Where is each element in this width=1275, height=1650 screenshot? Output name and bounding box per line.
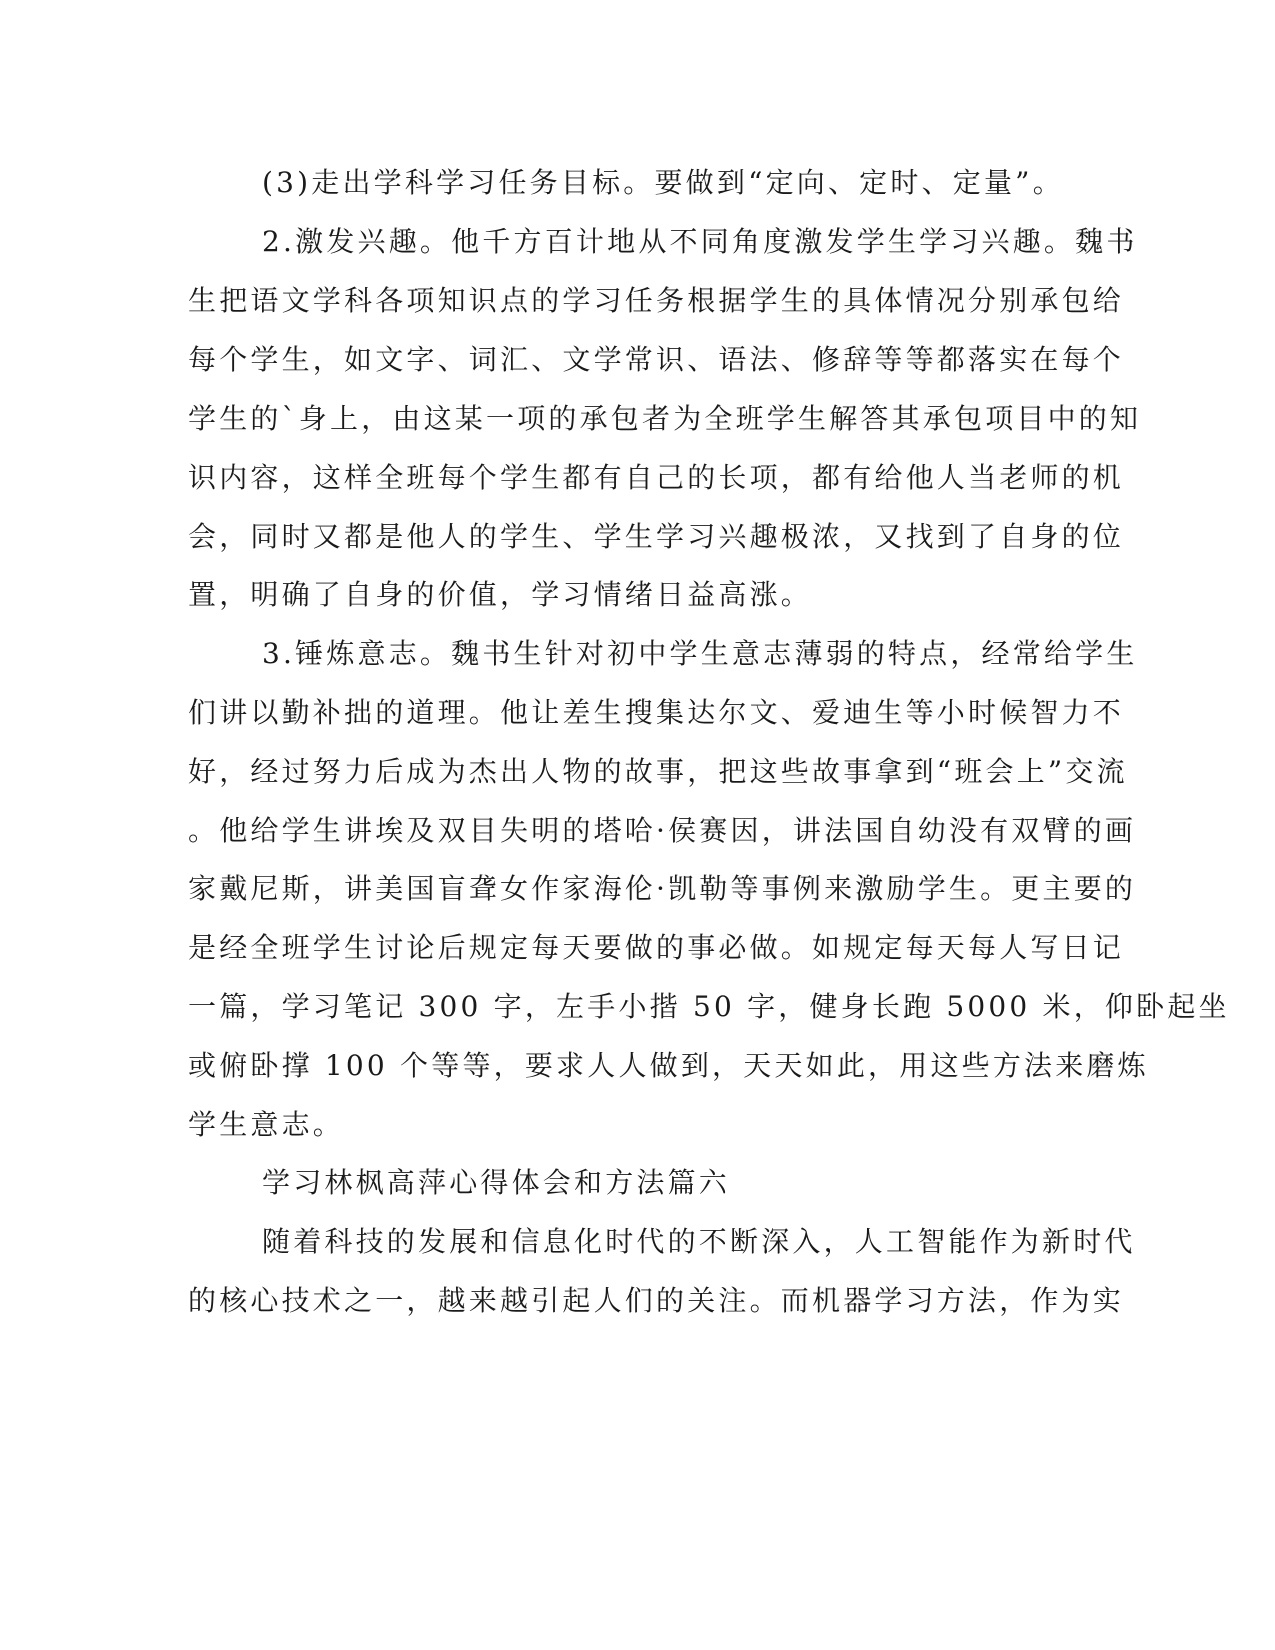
- paragraph-line: 或俯卧撑 100 个等等，要求人人做到，天天如此，用这些方法来磨炼: [188, 1049, 1149, 1082]
- paragraph-line: (3)走出学科学习任务目标。要做到“定向、定时、定量”。: [262, 166, 1064, 199]
- paragraph-line: 每个学生，如文字、词汇、文学常识、语法、修辞等等都落实在每个: [188, 343, 1125, 376]
- paragraph-line: 是经全班学生讨论后规定每天要做的事必做。如规定每天每人写日记: [188, 931, 1125, 964]
- paragraph-line: 们讲以勤补拙的道理。他让差生搜集达尔文、爱迪生等小时候智力不: [188, 696, 1125, 729]
- paragraph-line: 好，经过努力后成为杰出人物的故事，把这些故事拿到“班会上”交流: [188, 755, 1128, 788]
- paragraph-line: 的核心技术之一，越来越引起人们的关注。而机器学习方法，作为实: [188, 1284, 1125, 1317]
- paragraph-line: 随着科技的发展和信息化时代的不断深入，人工智能作为新时代: [262, 1225, 1136, 1258]
- paragraph-line: 会，同时又都是他人的学生、学生学习兴趣极浓，又找到了自身的位: [188, 520, 1125, 553]
- paragraph-line: 一篇，学习笔记 300 字，左手小揩 50 字，健身长跑 5000 米，仰卧起坐: [188, 990, 1230, 1023]
- section-heading: 学习林枫高萍心得体会和方法篇六: [262, 1166, 731, 1199]
- paragraph-line: 2.激发兴趣。他千方百计地从不同角度激发学生学习兴趣。魏书: [262, 225, 1138, 258]
- paragraph-line: 生把语文学科各项知识点的学习任务根据学生的具体情况分别承包给: [188, 284, 1125, 317]
- paragraph-line: 学生的`身上，由这某一项的承包者为全班学生解答其承包项目中的知: [188, 402, 1142, 435]
- paragraph-line: 家戴尼斯，讲美国盲聋女作家海伦·凯勒等事例来激励学生。更主要的: [188, 872, 1137, 905]
- paragraph-line: 置，明确了自身的价值，学习情绪日益高涨。: [188, 578, 813, 611]
- paragraph-line: 。他给学生讲埃及双目失明的塔哈·侯赛因，讲法国自幼没有双臂的画: [188, 814, 1137, 847]
- paragraph-line: 3.锤炼意志。魏书生针对初中学生意志薄弱的特点，经常给学生: [262, 637, 1138, 670]
- paragraph-line: 识内容，这样全班每个学生都有自己的长项，都有给他人当老师的机: [188, 461, 1125, 494]
- paragraph-line: 学生意志。: [188, 1108, 345, 1141]
